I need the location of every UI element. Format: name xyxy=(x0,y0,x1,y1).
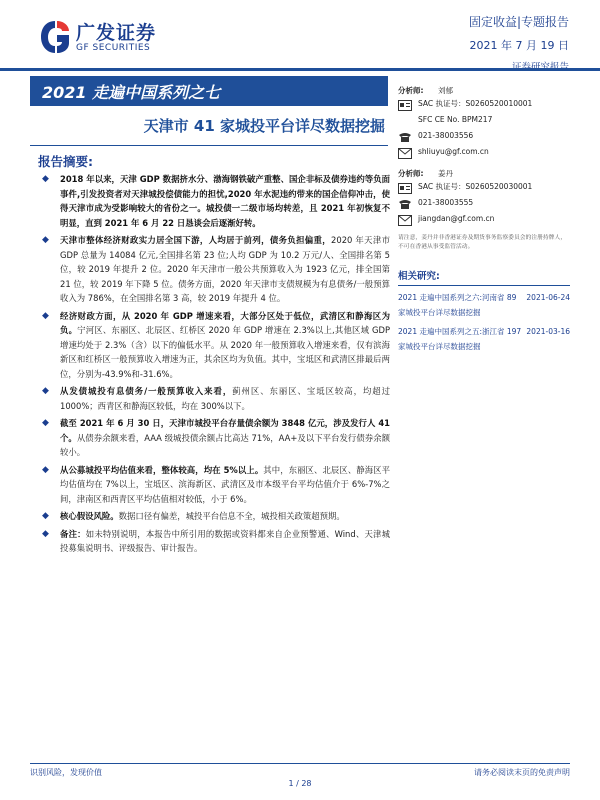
sidebar xyxy=(398,84,570,354)
analyst-name: 姜丹 xyxy=(438,169,453,178)
analyst-sac: SAC 执证号：S0260520010001 xyxy=(418,99,533,108)
page-number: 1 / 28 xyxy=(288,779,312,788)
summary-bullet: ◆ 截至 2021 年 6 月 30 日，天津市城投平台存量债余额为 3848 亿元，涉及发行人 41 个。从债券余额来看，AAA 级城投债余额占比高达 71%，AA+及以下平台发行债券余额较小。 xyxy=(42,418,391,457)
bullet-icon: ◆ xyxy=(42,310,49,321)
bullet-icon: ◆ xyxy=(42,386,49,396)
bullet-icon: ◆ xyxy=(42,235,49,245)
summary-bullet: ◆ 核心假设风险。数据口径有偏差，城投平台信息不全，城投相关政策超预期。 xyxy=(40,509,390,524)
related-heading: 相关研究: xyxy=(398,268,570,286)
title-divider xyxy=(30,145,388,146)
summary-bullet: ◆ 天津市整体经济财政实力居全国下游，人均居于前列，债务负担偏重，2020 年天津市 GDP 总量为 14084 亿元,全国排名第 23 位;人均 GDP 为 10.2 万元/人、全国排名第 5 位，较 2019 年提升 2 位。2020 年天津市一般公共预算收入为 1923 亿元，排全国第 21 位，较 2019 年下降 5 位。债务方面，2020 年天津市支债规模为有息债务/一般预算收入为 786%，在全国排名第 3 高，较 2019 年提升 4 位。 xyxy=(42,235,390,303)
bullet-icon: ◆ xyxy=(42,511,49,521)
email-icon xyxy=(398,212,418,228)
footer-divider xyxy=(30,763,570,764)
analyst-label: 分析师: xyxy=(398,169,424,178)
footer-disclaimer-note: 请务必阅读末页的免责声明 xyxy=(474,768,570,777)
related-date: 2021-03-16 xyxy=(526,327,570,336)
summary-bullet: ◆ 2018 年以来，天津 GDP 数据挤水分、渤海钢铁破产重整、国企非标及债券违约等负面事件,引发投资者对天津城投偿债能力的担忧,2020 年水泥违约带来的国企信仰冲击，使得天津市成为受影响较大的省份之一。城投债一二级市场均转差，且 2021 年初恢复不明显，直到 2021 年 6 月 22 日恳谈会后逐渐好转。 xyxy=(42,174,390,228)
header-divider xyxy=(0,68,600,71)
bullet-icon: ◆ xyxy=(42,418,49,428)
report-category: 固定收益|专题报告 xyxy=(468,15,569,29)
id-card-icon xyxy=(398,180,418,196)
bullet-icon: ◆ xyxy=(42,464,49,475)
summary-bullet: ◆ 从公募城投平均估值来看，整体较高，均在 5%以上。其中，东丽区、北辰区、静海区平均估值均在 7%以上，宝坻区、滨海新区、武清区及市本级平台平均估值介于 6%-7%之间，津南区和西青区平均估值相对较低，小于 6%。 xyxy=(42,464,391,504)
summary-list xyxy=(40,172,390,559)
phone-icon xyxy=(398,129,418,145)
gf-logo-icon xyxy=(38,18,72,56)
report-subtitle: 天津市 41 家城投平台详尽数据挖掘 xyxy=(143,117,385,135)
header-meta xyxy=(469,13,569,73)
company-logo xyxy=(38,18,168,62)
email-icon xyxy=(398,145,418,161)
analyst-label: 分析师: xyxy=(398,86,424,95)
related-date: 2021-06-24 xyxy=(526,293,570,302)
analyst-email[interactable]: jiangdan@gf.com.cn xyxy=(418,214,495,223)
logo-text-cn: 广发证券 xyxy=(76,22,157,44)
summary-bullet: ◆ 从发债城投有息债务/一般预算收入来看，蓟州区、东丽区、宝坻区较高，均超过 1000%；西青区和静海区较低，均在 300%以下。 xyxy=(42,386,391,411)
analyst-card xyxy=(398,167,570,228)
analyst-sac: SAC 执证号：S0260520030001 xyxy=(418,182,533,191)
analyst-name: 刘郁 xyxy=(438,86,453,95)
summary-bullet: ◆ 备注：如未特别说明，本报告中所引用的数据或资料都来自企业预警通、Wind、天津城投募集说明书、评级报告、审计报告。 xyxy=(42,528,391,553)
analyst-disclaimer: 请注意，姜丹并非香港证券及期货事务监察委员会的注册持牌人，不可在香港从事受监管活动。 xyxy=(398,235,567,250)
analyst-phone: 021-38003556 xyxy=(418,131,474,140)
analyst-email[interactable]: shliuyu@gf.com.cn xyxy=(418,147,489,156)
summary-heading: 报告摘要: xyxy=(38,154,93,169)
series-title: 2021 走遍中国系列之七 xyxy=(42,83,221,102)
related-title[interactable]: 2021 走遍中国系列之六:河南省 89 家城投平台详尽数据挖掘 xyxy=(398,293,517,317)
phone-icon xyxy=(398,196,418,212)
related-item[interactable] xyxy=(398,324,570,354)
related-title[interactable]: 2021 走遍中国系列之五:浙江省 197 家城投平台详尽数据挖掘 xyxy=(398,327,522,351)
bullet-icon: ◆ xyxy=(42,528,49,539)
report-date: 2021 年 7 月 19 日 xyxy=(469,39,569,52)
footer-slogan: 识别风险，发现价值 xyxy=(30,768,102,777)
related-item[interactable] xyxy=(398,290,570,320)
analyst-card xyxy=(398,84,570,161)
analyst-sfc: SFC CE No. BPM217 xyxy=(418,115,493,124)
analyst-phone: 021-38003555 xyxy=(418,198,474,207)
summary-bullet: ◆ 经济财政方面，从 2020 年 GDP 增速来看，大部分区处于低位，武清区和静海区为负。宁河区、东丽区、北辰区、红桥区 2020 年 GDP 增速在 2.3%以上,其他区域 GDP 增速均处于 2.3%（含）以下的偏低水平。从 2020 年一般预算收入增速来看，仅有滨海新区和红桥区一般预算收入增速为正，其余区均为负值。其中，宝坻区和武清区排最后两位，分别为-43.9%和-31.6%。 xyxy=(42,310,391,379)
logo-text-en: GF SECURITIES xyxy=(76,43,151,53)
bullet-icon: ◆ xyxy=(42,174,49,184)
id-card-icon xyxy=(398,97,418,113)
